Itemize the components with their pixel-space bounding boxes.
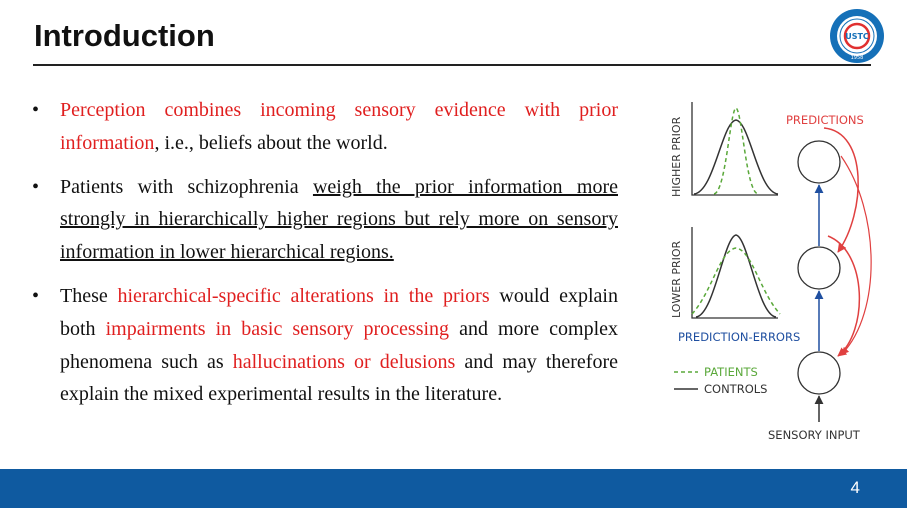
logo-text: USTC — [845, 32, 869, 41]
bullet-2 — [32, 171, 618, 269]
node-high — [798, 141, 840, 183]
prediction-errors-label: PREDICTION-ERRORS — [678, 330, 801, 344]
bullet-2-underlined: weigh the prior information more strongly in hierarchically higher regions but rely more on sensory information in lower hierarchical regions. — [60, 175, 618, 264]
node-low — [798, 352, 840, 394]
footer-bar — [0, 469, 907, 508]
higher-prior-label: HIGHER PRIOR — [670, 116, 683, 197]
bullet-1 — [32, 94, 618, 160]
higher-prior-controls-curve — [694, 120, 778, 194]
legend-controls-label: CONTROLS — [704, 382, 768, 396]
hierarchy-figure — [658, 92, 888, 452]
bullet-3-text-4: and may therefore explain the mixed experimental results in the literature. — [60, 350, 618, 406]
logo-year: 1958 — [850, 55, 864, 61]
lower-prior-label: LOWER PRIOR — [670, 240, 683, 318]
university-logo — [829, 8, 885, 64]
title-divider — [33, 64, 871, 66]
bullet-2-text: Patients with schizophrenia — [60, 175, 313, 198]
bullet-3-text-3: and more complex phenomena such as — [60, 317, 619, 373]
predictions-label: PREDICTIONS — [786, 113, 864, 127]
slide-title: Introduction — [34, 18, 215, 53]
bullet-3 — [32, 280, 618, 411]
bullet-list — [32, 94, 618, 422]
bullet-3-text-2: would explain both — [60, 284, 618, 340]
bullet-3-highlight-1: hierarchical-specific alterations in the priors — [117, 284, 490, 307]
bullet-1-text: , i.e., beliefs about the world. — [154, 131, 388, 154]
node-mid — [798, 247, 840, 289]
lower-prior-patients-curve — [692, 248, 780, 314]
bullet-1-highlight: Perception combines incoming sensory evidence with prior information — [60, 99, 618, 154]
bullet-3-highlight-3: hallucinations or delusions — [232, 350, 456, 373]
lower-prior-axes — [692, 227, 778, 318]
page-number: 4 — [850, 478, 860, 497]
bullet-3-highlight-2: impairments in basic sensory processing — [105, 317, 450, 340]
sensory-input-label: SENSORY INPUT — [768, 428, 860, 442]
legend-patients-label: PATIENTS — [704, 365, 758, 379]
higher-prior-patients-curve — [714, 108, 758, 194]
bullet-3-text-1: These — [60, 284, 118, 307]
